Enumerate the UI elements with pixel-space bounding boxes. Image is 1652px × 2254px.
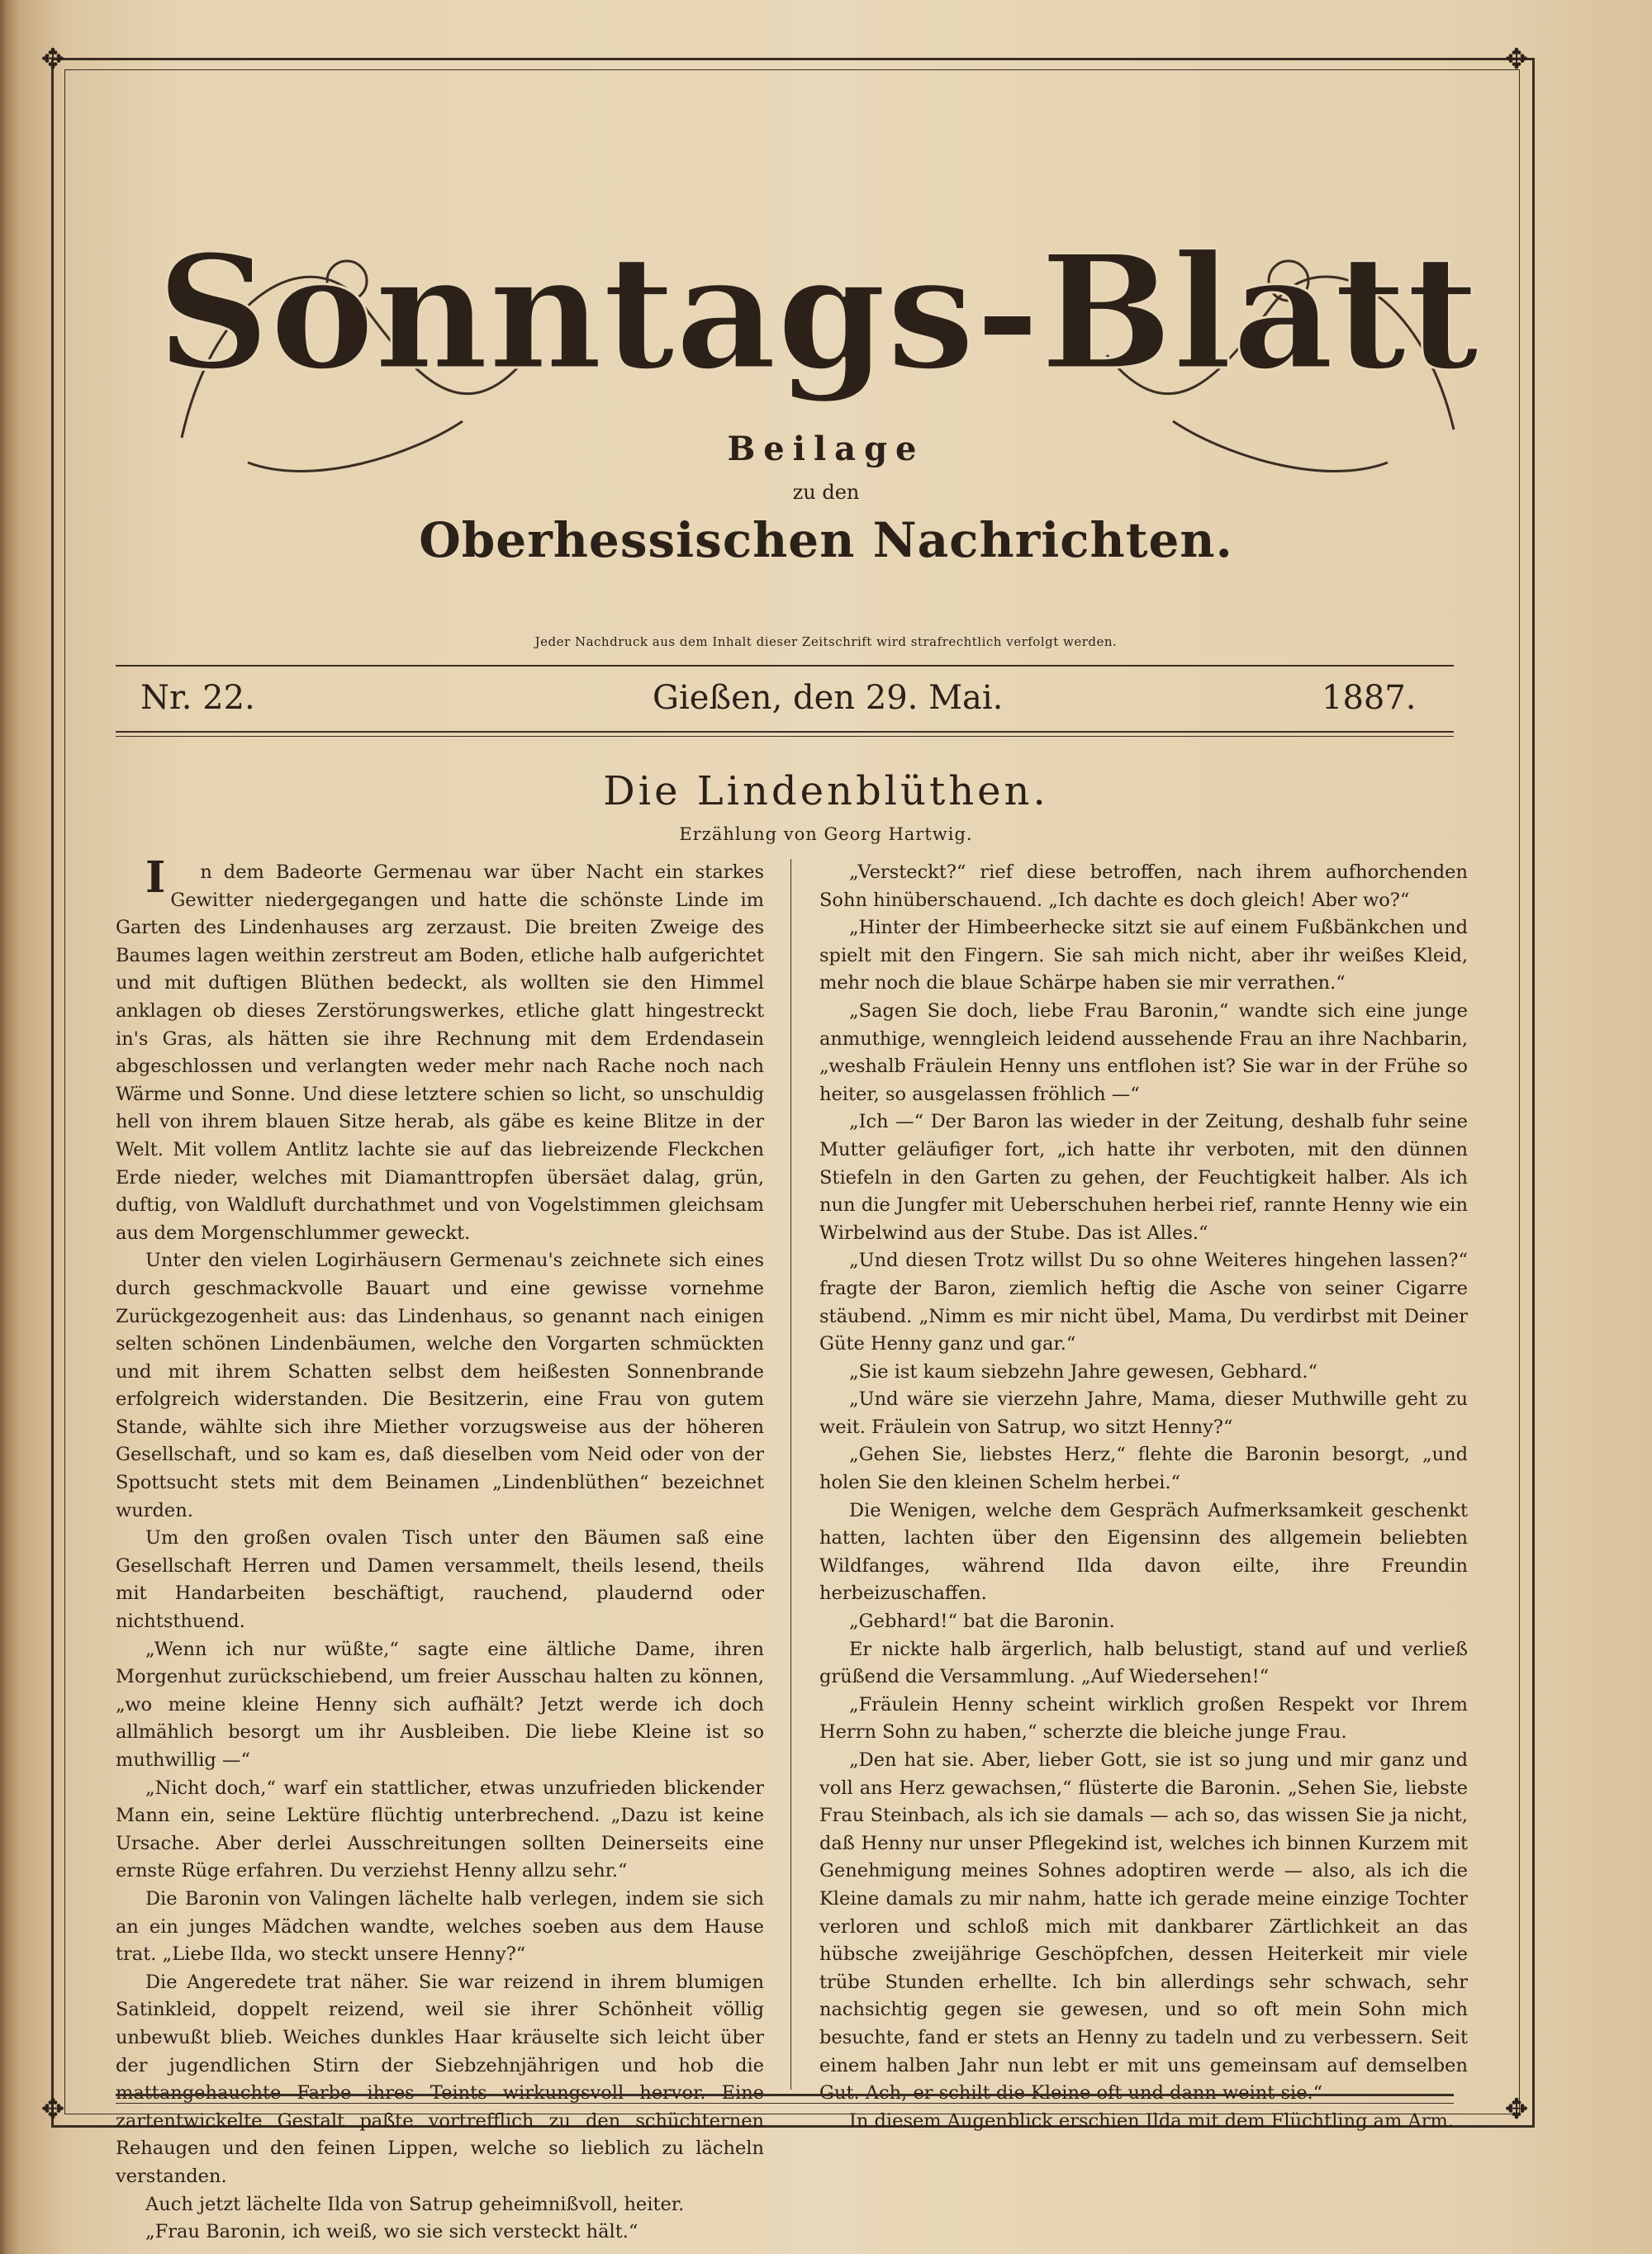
copyright-notice: Jeder Nachdruck aus dem Inhalt dieser Zeitschrift wird strafrechtlich verfolgt werden.: [534, 634, 1118, 649]
parent-paper-name: Oberhessischen Nachrichten.: [419, 512, 1233, 568]
paragraph: Die Baronin von Valingen lächelte halb verlegen, indem sie sich an ein junges Mädchen wandte, welches soeben aus dem Hause trat. „Liebe Ilda, wo steckt unsere Henny?“: [116, 1887, 764, 1966]
issue-year: 1887.: [1322, 679, 1417, 717]
paragraph: „Sie ist kaum siebzehn Jahre gewesen, Gebhard.“: [849, 1360, 1317, 1383]
article-title: Die Lindenblüthen.: [603, 768, 1049, 814]
paragraph: „Versteckt?“ rief diese betroffen, nach ihrem aufhorchenden Sohn hinüberschauend. „Ich dachte es doch gleich! Aber wo?“: [819, 861, 1468, 911]
corner-ornament-icon: ✥: [40, 43, 65, 76]
article-column-right: [819, 859, 1468, 2135]
paragraph: Die Angeredete trat näher. Sie war reizend in ihrem blumigen Satinkleid, doppelt reizend, weil sie ihrer Schönheit völlig unbewußt blieb. Weiches dunkles Haar kräuselte sich leicht über der jugendlichen Stirn der Siebzehnjährigen und hob die mattangehauchte Farbe ihres Teints wirkungsvoll hervor. Eine zartentwickelte Gestalt paßte vortrefflich zu den schüchternen Rehaugen und den feinen Lippen, welche so lieblich zu lächeln verstanden.: [116, 1971, 764, 2187]
paragraph: Um den großen ovalen Tisch unter den Bäumen saß eine Gesellschaft Herren und Damen versammelt, theils lesend, theils mit Handarbeiten beschäftigt, rauchend, plaudernd oder nichtsthuend.: [116, 1527, 764, 1633]
flourish-swirl: [248, 421, 463, 471]
paragraph: „Fräulein Henny scheint wirklich großen Respekt vor Ihrem Herrn Sohn zu haben,“ scherzte die bleiche junge Frau.: [819, 1693, 1468, 1744]
paragraph: „Gebhard!“ bat die Baronin.: [849, 1611, 1115, 1633]
paragraph: „Und diesen Trotz willst Du so ohne Weiteres hingehen lassen?“ fragte der Baron, ziemlich heftig die Asche von seiner Cigarre stäubend. „Nimm es mir nicht übel, Mama, Du verdirbst mit Deiner Güte Henny ganz und gar.“: [819, 1250, 1468, 1355]
issue-line: [124, 679, 1446, 728]
paragraph: Die Wenigen, welche dem Gespräch Aufmerksamkeit geschenkt hatten, lachten über den Eigensinn des allgemein beliebten Wildfanges, während Ilda davon eilte, ihre Freundin herbeizuschaffen.: [819, 1499, 1468, 1605]
paragraph: „Gehen Sie, liebstes Herz,“ flehte die Baronin besorgt, „und holen Sie den kleinen Schelm herbei.“: [819, 1444, 1468, 1494]
paragraph: „Sagen Sie doch, liebe Frau Baronin,“ wandte sich eine junge anmuthige, wenngleich leidend aussehende Frau an ihre Nachbarin, „weshalb Fräulein Henny uns entflohen ist? Sie war in der Frühe so heiter, so ausgelassen fröhlich —“: [819, 999, 1468, 1105]
issue-number: Nr. 22.: [140, 679, 255, 717]
paragraph: „Frau Baronin, ich weiß, wo sie sich versteckt hält.“: [145, 2221, 638, 2243]
footer-rule: [116, 2094, 1454, 2104]
flourish-swirl: [1173, 421, 1388, 471]
corner-ornament-icon: ✥: [1504, 2093, 1529, 2126]
paragraph: Er nickte halb ärgerlich, halb belustigt, stand auf und verließ grüßend die Versammlung. „Auf Wiedersehen!“: [819, 1638, 1468, 1688]
article-column-left: [116, 852, 764, 2247]
paragraph: „Den hat sie. Aber, lieber Gott, sie ist so jung und mir ganz und voll ans Herz gewachsen,“ flüsterte die Baronin. „Sehen Sie, liebste Frau Steinbach, als ich sie damals — ach so, das wissen Sie ja nicht, daß Henny nur unser Pflegekind ist, welches ich binnen Kurzem mit Genehmigung meines Sohnes adoptiren werde — also, als ich die Kleine damals zu mir nahm, hatte ich gerade meine einzige Tochter verloren und schloß mich mit dankbarer Zärtlichkeit an das hübsche zweijährige Geschöpfchen, dessen Heiterkeit mir viele trübe Stunden erhellte. Ich bin allerdings sehr schwach, sehr nachsichtig gegen sie gewesen, und so oft mein Sohn mich besuchte, fand er stets an Henny zu tadeln und zu verbessern. Seit einem halben Jahr nun lebt er mit uns gemeinsam auf demselben Gut. Ach, er schilt die Kleine oft und dann weint sie.“: [819, 1749, 1468, 2105]
paragraph: „Hinter der Himbeerhecke sitzt sie auf einem Fußbänkchen und spielt mit den Fingern. Sie sah mich nicht, aber ihr weißes Kleid, mehr noch die blaue Schärpe haben sie mir verrathen.“: [819, 917, 1468, 994]
column-divider: [790, 859, 791, 2090]
paragraph: „Wenn ich nur wüßte,“ sagte eine ältliche Dame, ihren Morgenhut zurückschiebend, um freier Ausschau halten zu können, „wo meine kleine Henny sich aufhält? Jetzt werde ich doch allmählich besorgt um ihr Ausbleiben. Die liebe Kleine ist so muthwillig —“: [116, 1638, 764, 1771]
issue-place-date: Gießen, den 29. Mai.: [653, 679, 1004, 717]
paragraph: „Nicht doch,“ warf ein stattlicher, etwas unzufrieden blickender Mann ein, seine Lektüre flüchtig unterbrechend. „Dazu ist keine Ursache. Aber derlei Ausschreitungen sollten Deinerseits eine ernste Rüge erfahren. Du verziehst Henny allzu sehr.“: [116, 1777, 764, 1882]
paragraph: „Und wäre sie vierzehn Jahre, Mama, dieser Muthwille geht zu weit. Fräulein von Satrup, wo sitzt Henny?“: [819, 1388, 1468, 1438]
masthead-wordmark: Sonntags-Blatt: [156, 221, 1479, 405]
supplement-label: Beilage: [727, 429, 925, 468]
paragraph: „Ich —“ Der Baron las wieder in der Zeitung, deshalb fuhr seine Mutter geläufiger fort, „ich hatte ihr verboten, mit den dünnen Stiefeln in den Garten zu gehen, der Feuchtigkeit halber. Als ich nun die Jungfer mit Ueberschuhen herbei rief, rannte Henny wie ein Wirbelwind aus der Stube. Das ist Alles.“: [819, 1111, 1468, 1244]
header-rule-bottom-thin: [116, 736, 1454, 737]
book-binding-edge: [0, 0, 18, 2254]
header-rule-bottom: [116, 731, 1454, 733]
paragraph: In dem Badeorte Germenau war über Nacht ein starkes Gewitter niedergegangen und hatte die schönste Linde im Garten des Lindenhauses arg zerzaust. Die breiten Zweige des Baumes lagen weithin zerstreut am Boden, etliche halb aufgerichtet und mit duftigen Blüthen bedeckt, als wollten sie den Himmel anklagen ob dieses Zerstörungswerkes, etliche glatt hingestreckt in's Gras, als hätten sie ihre Rechnung mit dem Erdendasein abgeschlossen und verlangten weder mehr nach Rache noch nach Wärme und Sonne. Und diese letztere schien so licht, so unschuldig hell von ihrem blauen Sitze herab, als gäbe es keine Blitze in der Welt. Mit vollem Antlitz lachte sie auf das liebreizende Fleckchen Erde nieder, welches mit Diamanttropfen übersäet dalag, grün, duftig, von Waldluft durchathmet und von Vogelstimmen gleichsam aus dem Morgenschlummer geweckt.: [116, 852, 764, 1244]
paragraph: Auch jetzt lächelte Ilda von Satrup geheimnißvoll, heiter.: [145, 2193, 685, 2215]
corner-ornament-icon: ✥: [40, 2093, 65, 2126]
article-byline: Erzählung von Georg Hartwig.: [679, 824, 973, 844]
paragraph: In diesem Augenblick erschien Ilda mit dem Flüchtling am Arm.: [849, 2109, 1455, 2132]
corner-ornament-icon: ✥: [1504, 43, 1529, 76]
supplement-preposition: zu den: [792, 481, 860, 504]
header-rule-top: [116, 665, 1454, 667]
paragraph: Unter den vielen Logirhäusern Germenau's zeichnete sich eines durch geschmackvolle Bauart und eine gewisse vornehme Zurückgezogenheit aus: das Lindenhaus, so genannt nach einigen selten schönen Lindenbäumen, welche den Vorgarten schmückten und mit ihrem Schatten selbst dem heißesten Sonnenbrande erfolgreich widerstanden. Die Besitzerin, eine Frau von gutem Stande, wählte sich ihre Miether vorzugsweise aus der höheren Gesellschaft, und so kam es, daß dieselben vom Neid oder von der Spottsucht stets mit dem Beinamen „Lindenblüthen“ bezeichnet wurden.: [116, 1250, 764, 1521]
